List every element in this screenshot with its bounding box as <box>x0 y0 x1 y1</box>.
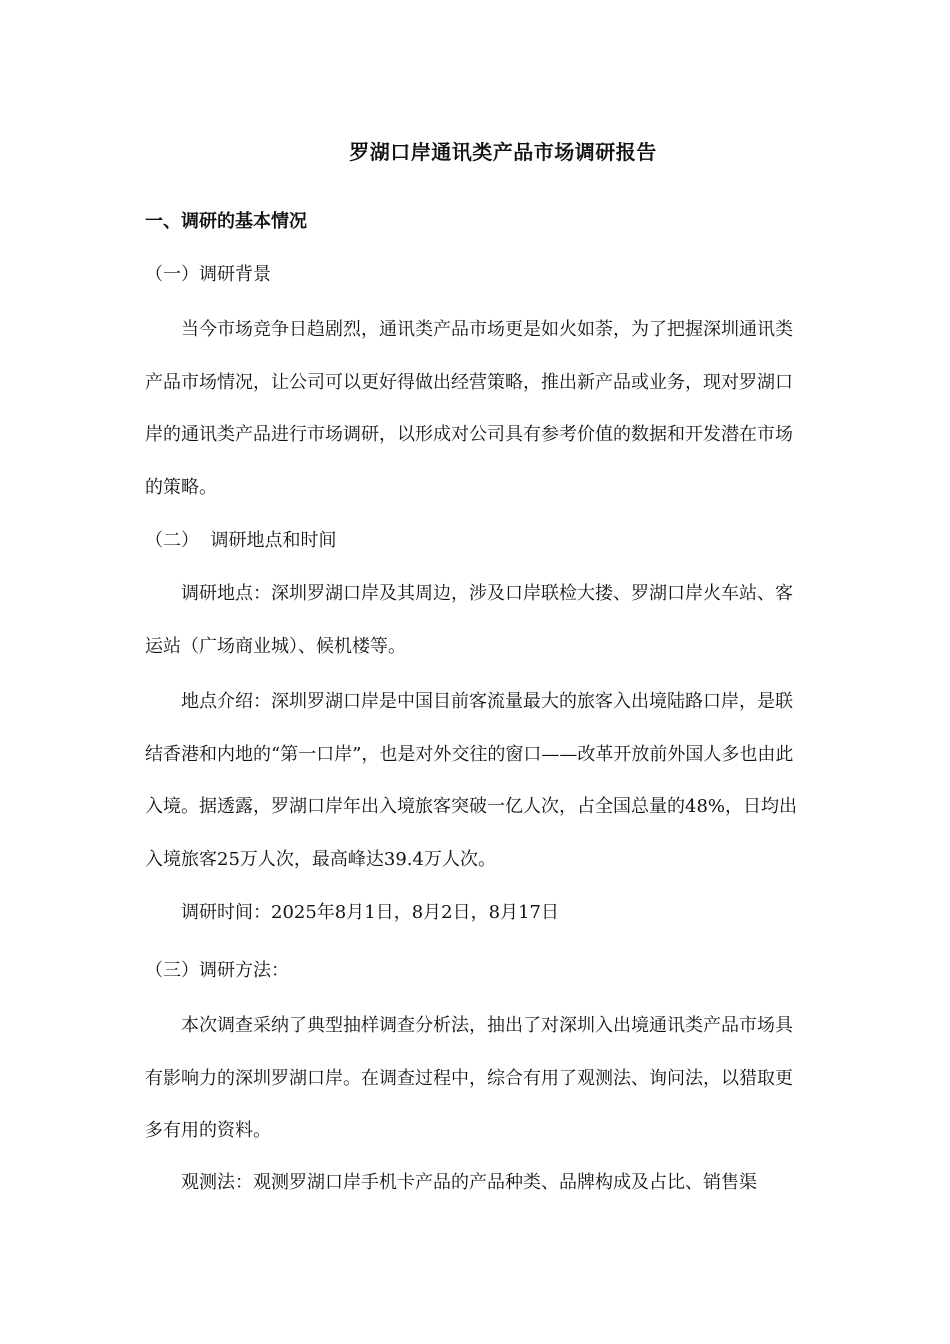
paragraph-location-intro: 地点介绍：深圳罗湖口岸是中国目前客流量最大的旅客入出境陆路口岸，是联结香港和内地的“第一口岸”，也是对外交往的窗口——改革开放前外国人多也由此入境。据透露，罗湖口岸年出入境旅客突破一亿人次，占全国总量的48%，日均出入境旅客25万人次，最高峰达39.4万人次。 <box>145 691 798 871</box>
paragraph-location: 调研地点：深圳罗湖口岸及其周边，涉及口岸联检大搂、罗湖口岸火车站、客运站（广场商业城）、候机楼等。 <box>145 583 793 657</box>
subsection-heading-method: （三）调研方法： <box>145 960 289 981</box>
paragraph-observation: 观测法：观测罗湖口岸手机卡产品的产品种类、品牌构成及占比、销售渠 <box>181 1172 757 1193</box>
paragraph-method: 本次调查采纳了典型抽样调查分析法，抽出了对深圳入出境通讯类产品市场具有影响力的深圳罗湖口岸。在调查过程中，综合有用了观测法、询问法，以猎取更多有用的资料。 <box>145 1015 793 1142</box>
document-title: 罗湖口岸通讯类产品市场调研报告 <box>349 140 657 164</box>
paragraph-time: 调研时间：2025年8月1日，8月2日，8月17日 <box>181 902 559 923</box>
subsection-heading-background: （一）调研背景 <box>145 264 271 285</box>
section-heading-basic-info: 一、调研的基本情况 <box>145 211 307 232</box>
subsection-heading-location-time: （二） 调研地点和时间 <box>145 530 337 551</box>
paragraph-background: 当今市场竞争日趋剧烈，通讯类产品市场更是如火如荼，为了把握深圳通讯类产品市场情况，让公司可以更好得做出经营策略，推出新产品或业务，现对罗湖口岸的通讯类产品进行市场调研，以形成对公司具有参考价值的数据和开发潜在市场的策略。 <box>145 319 793 499</box>
